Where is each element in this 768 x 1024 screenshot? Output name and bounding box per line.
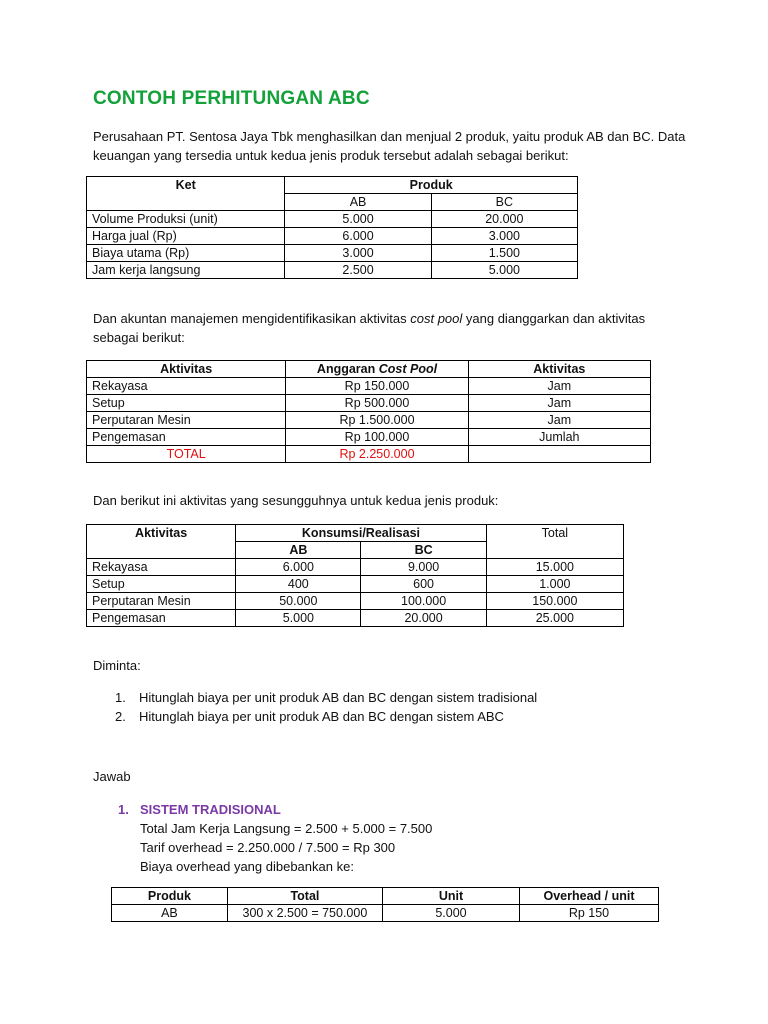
row-bc: 600	[361, 576, 486, 593]
row-label: Harga jual (Rp)	[87, 228, 285, 245]
table-row	[87, 610, 624, 627]
row-label: Perputaran Mesin	[87, 412, 286, 429]
row-anggaran: Rp 150.000	[286, 378, 468, 395]
row-label: Volume Produksi (unit)	[87, 211, 285, 228]
table-row	[87, 593, 624, 610]
row-total: 300 x 2.500 = 750.000	[227, 905, 382, 922]
row-label: Setup	[87, 395, 286, 412]
calc-line: Biaya overhead yang dibebankan ke:	[140, 859, 354, 874]
row-ab: 2.500	[285, 262, 431, 279]
row-anggaran: Rp 1.500.000	[286, 412, 468, 429]
subheader-ab: AB	[285, 194, 431, 211]
row-aktivitas: Jam	[468, 412, 650, 429]
row-label: Perputaran Mesin	[87, 593, 236, 610]
row-bc: 9.000	[361, 559, 486, 576]
table-row	[112, 905, 659, 922]
table-row	[87, 211, 578, 228]
section-heading: 1. SISTEM TRADISIONAL	[118, 802, 281, 817]
row-aktivitas: Jumlah	[468, 429, 650, 446]
product-data-table	[86, 176, 578, 279]
row-label: Setup	[87, 576, 236, 593]
table-row	[87, 395, 651, 412]
para2-line2: sebagai berikut:	[93, 330, 185, 345]
total-label: TOTAL	[87, 446, 286, 463]
list-item: 2. Hitunglah biaya per unit produk AB dan BC dengan sistem ABC	[115, 709, 504, 724]
table-row	[87, 576, 624, 593]
list-item: 1. Hitunglah biaya per unit produk AB dan BC dengan sistem tradisional	[115, 690, 538, 705]
cost-pool-paragraph	[93, 309, 645, 347]
row-label: Biaya utama (Rp)	[87, 245, 285, 262]
subheader-bc: BC	[361, 542, 486, 559]
header-produk: Produk	[285, 177, 578, 194]
overhead-table	[111, 887, 659, 922]
calc-line: Tarif overhead = 2.250.000 / 7.500 = Rp 300	[140, 840, 396, 855]
table-row	[87, 245, 578, 262]
subheader-bc: BC	[431, 194, 577, 211]
row-bc: 1.500	[431, 245, 577, 262]
intro-line: keuangan yang tersedia untuk kedua jenis produk tersebut adalah sebagai berikut:	[93, 148, 569, 163]
row-bc: 3.000	[431, 228, 577, 245]
header-produk: Produk	[112, 888, 228, 905]
header-aktivitas-2: Aktivitas	[468, 361, 650, 378]
header-total: Total	[486, 525, 623, 559]
header-overhead: Overhead / unit	[519, 888, 658, 905]
row-label: Pengemasan	[87, 429, 286, 446]
requirements-list	[115, 688, 537, 726]
header-ket: Ket	[87, 177, 285, 211]
page-title: CONTOH PERHITUNGAN ABC	[93, 88, 370, 109]
row-total: 25.000	[486, 610, 623, 627]
table-row	[87, 262, 578, 279]
header-konsumsi: Konsumsi/Realisasi	[236, 525, 487, 542]
calc-line: Total Jam Kerja Langsung = 2.500 + 5.000 = 7.500	[140, 821, 433, 836]
row-label: Jam kerja langsung	[87, 262, 285, 279]
row-label: Rekayasa	[87, 559, 236, 576]
row-label: Pengemasan	[87, 610, 236, 627]
header-aktivitas: Aktivitas	[87, 361, 286, 378]
cost-pool-table	[86, 360, 651, 463]
header-anggaran: Anggaran Cost Pool	[286, 361, 468, 378]
table-row	[87, 559, 624, 576]
intro-paragraph	[93, 127, 685, 165]
row-ab: 6.000	[236, 559, 361, 576]
row-anggaran: Rp 500.000	[286, 395, 468, 412]
row-ab: 6.000	[285, 228, 431, 245]
row-aktivitas: Jam	[468, 378, 650, 395]
row-label: Rekayasa	[87, 378, 286, 395]
row-total: 15.000	[486, 559, 623, 576]
row-ab: 3.000	[285, 245, 431, 262]
row-ab: 5.000	[285, 211, 431, 228]
total-row	[87, 446, 651, 463]
table-row	[87, 429, 651, 446]
header-unit: Unit	[382, 888, 519, 905]
row-total: 150.000	[486, 593, 623, 610]
row-ab: 5.000	[236, 610, 361, 627]
row-overhead: Rp 150	[519, 905, 658, 922]
row-anggaran: Rp 100.000	[286, 429, 468, 446]
row-unit: 5.000	[382, 905, 519, 922]
header-aktivitas: Aktivitas	[87, 525, 236, 559]
header-total: Total	[227, 888, 382, 905]
row-ab: 50.000	[236, 593, 361, 610]
actual-activity-paragraph: Dan berikut ini aktivitas yang sesungguhnya untuk kedua jenis produk:	[93, 493, 499, 508]
row-bc: 5.000	[431, 262, 577, 279]
para2-post: yang dianggarkan dan aktivitas	[462, 311, 646, 326]
actual-activity-table	[86, 524, 624, 627]
total-value: Rp 2.250.000	[286, 446, 468, 463]
row-bc: 20.000	[361, 610, 486, 627]
jawab-label: Jawab	[93, 769, 131, 784]
para2-pre: Dan akuntan manajemen mengidentifikasikan aktivitas	[93, 311, 411, 326]
table-row	[87, 228, 578, 245]
para2-em: cost pool	[410, 311, 463, 326]
row-ab: 400	[236, 576, 361, 593]
row-bc: 100.000	[361, 593, 486, 610]
row-total: 1.000	[486, 576, 623, 593]
subheader-ab: AB	[236, 542, 361, 559]
diminta-label: Diminta:	[93, 658, 141, 673]
row-produk: AB	[112, 905, 228, 922]
intro-line: Perusahaan PT. Sentosa Jaya Tbk menghasilkan dan menjual 2 produk, yaitu produk AB dan BC. Data	[93, 129, 686, 144]
section-traditional	[118, 800, 432, 876]
table-row	[87, 412, 651, 429]
row-bc: 20.000	[431, 211, 577, 228]
row-aktivitas: Jam	[468, 395, 650, 412]
table-row	[87, 378, 651, 395]
